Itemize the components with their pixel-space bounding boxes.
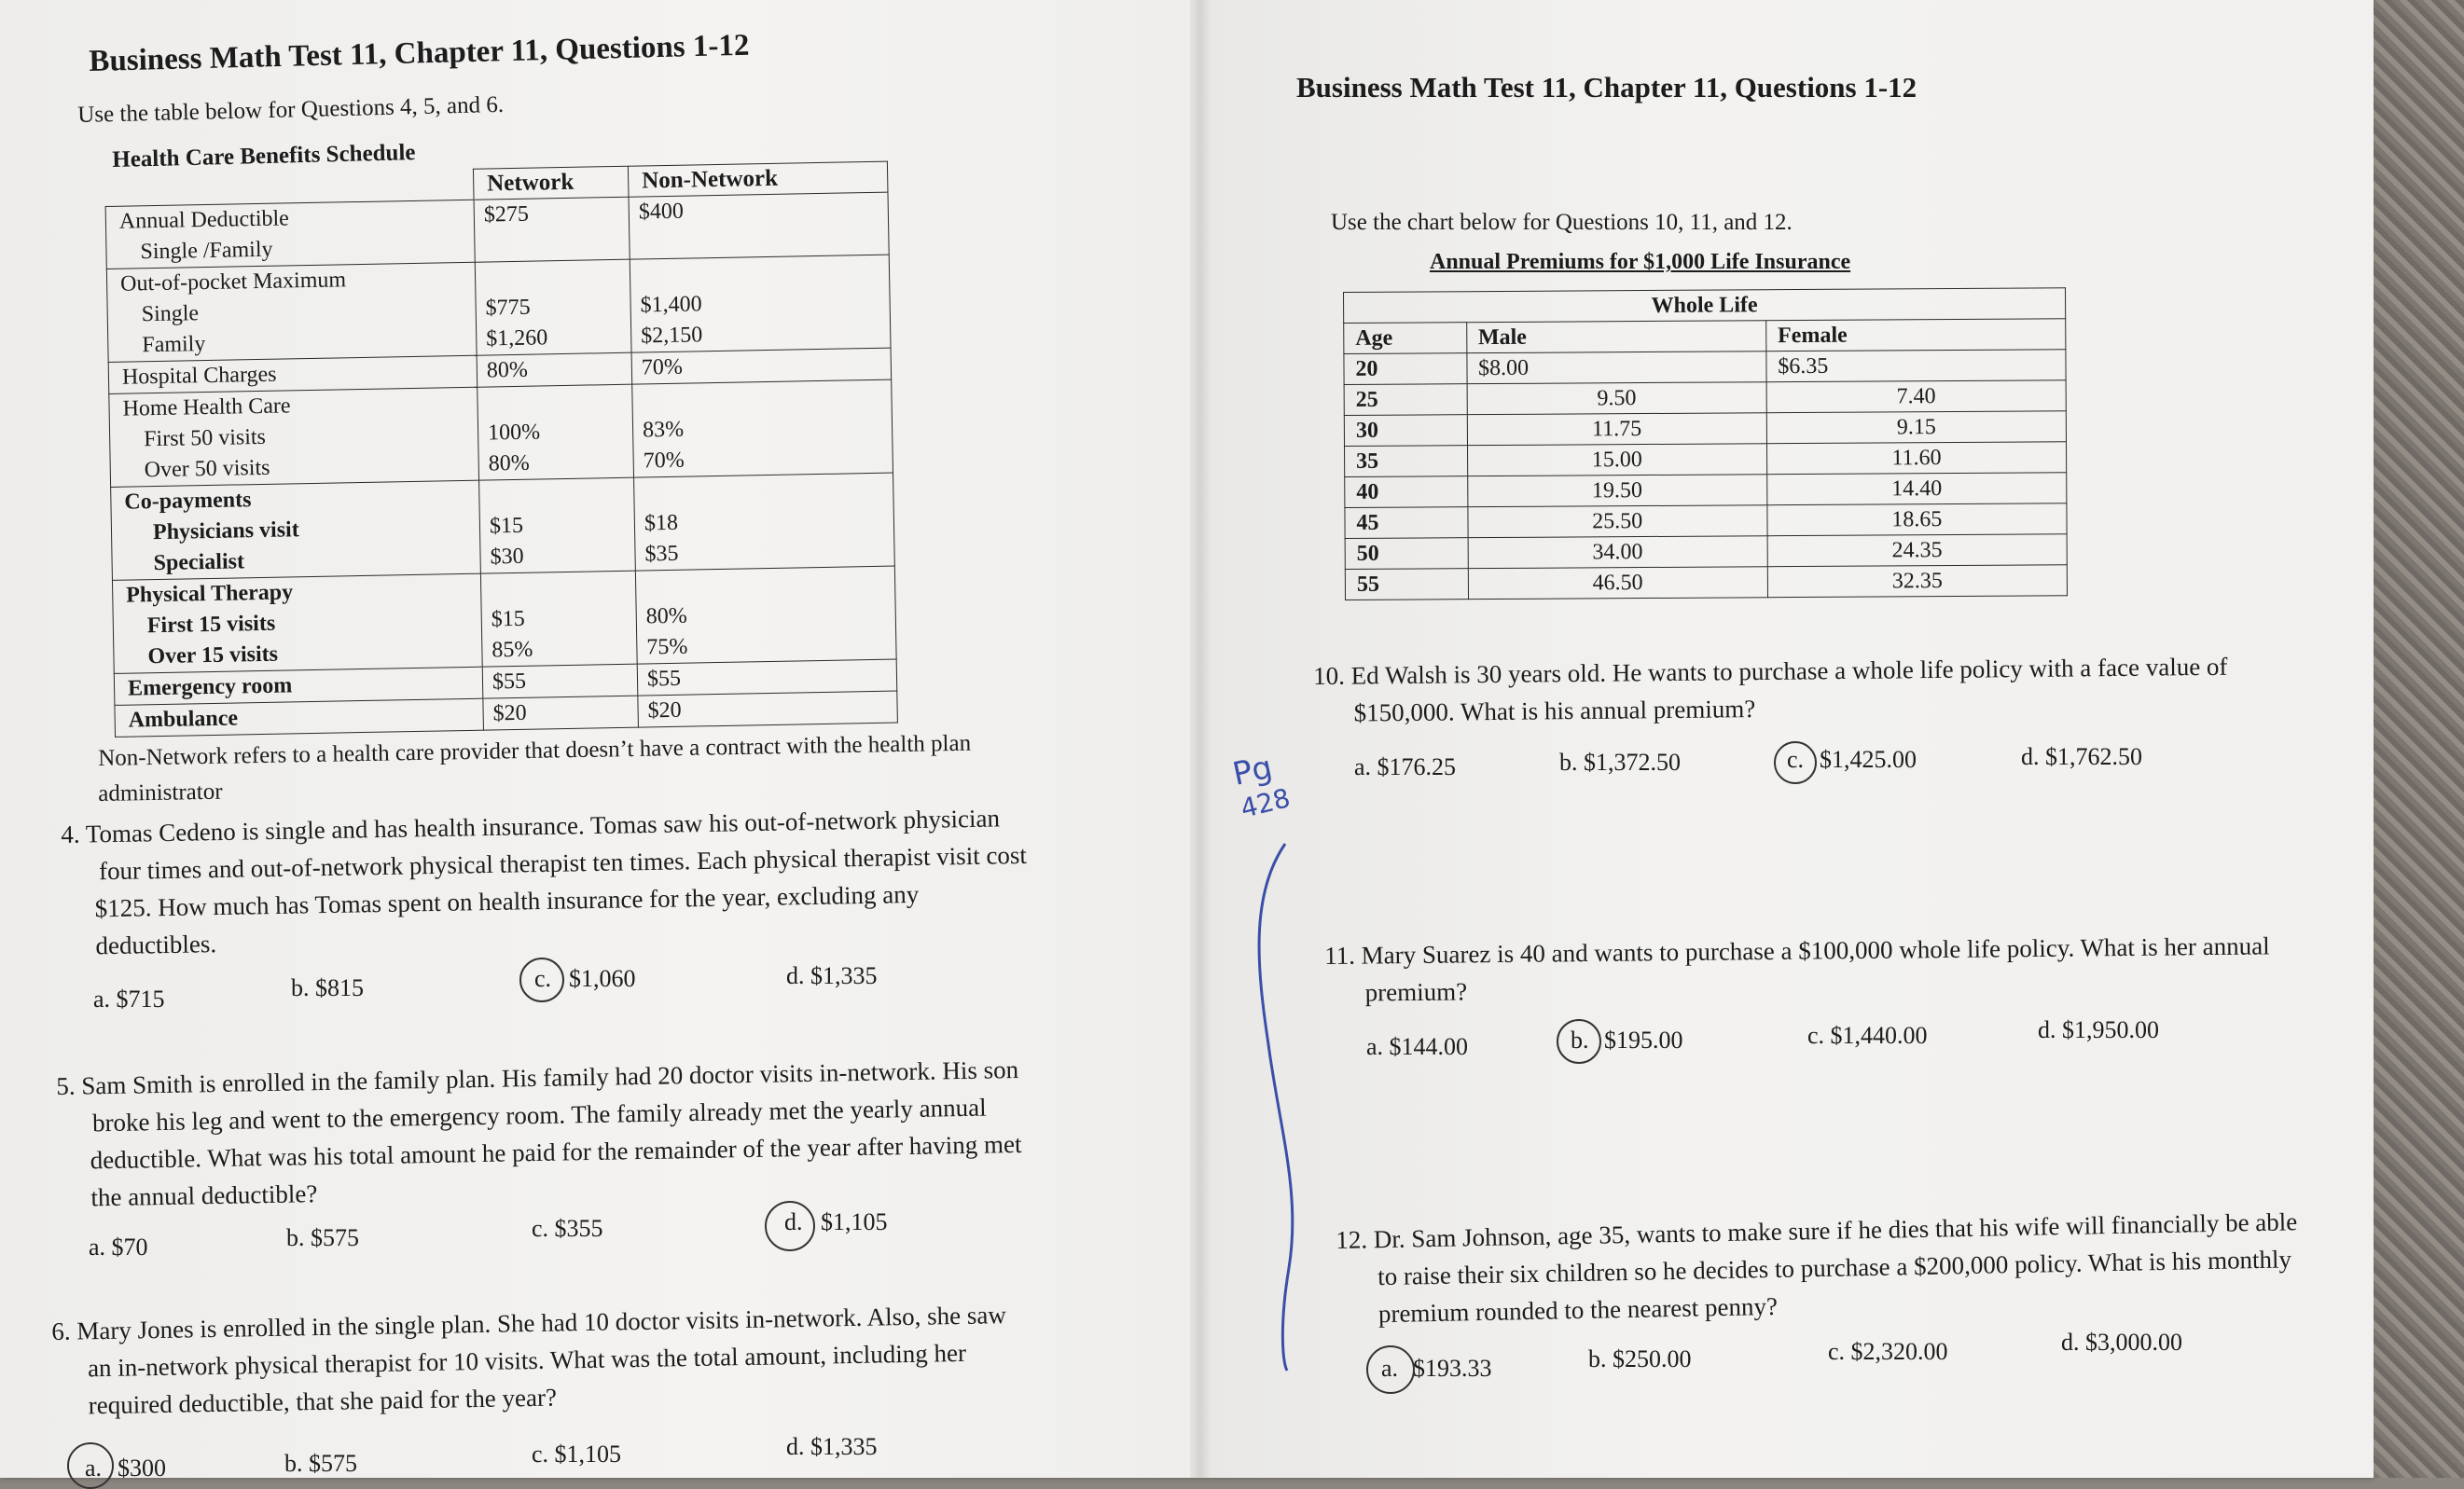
q12-option-a[interactable]: $193.33	[1413, 1355, 1492, 1382]
column-male: Male	[1466, 321, 1765, 353]
q11-option-b[interactable]: $195.00	[1604, 1027, 1683, 1054]
question-6	[51, 1296, 1008, 1425]
question-line: 11. Mary Suarez is 40 and wants to purchase a $100,000 whole life policy. What is her annual	[1324, 931, 2270, 970]
q12-option-c[interactable]: c. $2,320.00	[1828, 1338, 1948, 1365]
premium-cell-female: 32.35	[1767, 565, 2067, 598]
q12-option-b[interactable]: b. $250.00	[1588, 1345, 1692, 1372]
cell-value: 83%	[642, 417, 685, 443]
row-sublabel: First 15 visits	[146, 611, 276, 639]
background-surface	[2374, 0, 2464, 1478]
cell-value: $15	[491, 606, 526, 632]
q4-option-a[interactable]: a. $715	[93, 986, 165, 1013]
row-label: Co-payments	[124, 488, 252, 515]
premium-cell-age: 35	[1345, 446, 1468, 477]
table-row	[109, 379, 893, 487]
column-age: Age	[1344, 323, 1467, 354]
handwritten-page-ref: Pg	[1229, 749, 1276, 793]
premium-cell-age: 55	[1345, 569, 1468, 600]
premium-row	[1344, 380, 2066, 416]
question-line: four times and out-of-network physical therapist ten times. Each physical therapist visit cost	[98, 840, 1028, 886]
q5-option-b[interactable]: b. $575	[286, 1224, 359, 1251]
premium-cell-female: 14.40	[1767, 473, 2067, 505]
column-non-network: Non-Network	[628, 161, 888, 197]
premium-row	[1344, 411, 2066, 447]
premium-cell-male: 11.75	[1467, 413, 1766, 446]
column-group-whole-life: Whole Life	[1344, 288, 2066, 324]
question-line: deductibles.	[95, 930, 217, 960]
question-12	[1336, 1203, 2299, 1333]
q11-option-d[interactable]: d. $1,950.00	[2038, 1016, 2159, 1043]
premium-cell-female: $6.35	[1766, 350, 2066, 382]
question-line: $150,000. What is his annual premium?	[1353, 695, 1756, 727]
row-sublabel: Physicians visit	[152, 517, 299, 545]
cell-value: 70%	[631, 348, 892, 384]
row-sublabel: Over 15 visits	[147, 641, 279, 669]
row-sublabel: Single	[141, 301, 200, 327]
life-insurance-premiums-table	[1343, 287, 2068, 600]
left-page-title: Business Math Test 11, Chapter 11, Questions 1-12	[89, 28, 750, 78]
premium-cell-male: 15.00	[1467, 444, 1766, 476]
q5-option-a[interactable]: a. $70	[89, 1234, 148, 1261]
row-label: Home Health Care	[122, 393, 291, 421]
cell-value: $400	[629, 192, 889, 259]
q12-option-a-letter[interactable]: a.	[1381, 1355, 1399, 1382]
q10-option-c[interactable]: $1,425.00	[1820, 746, 1917, 773]
table-row	[106, 255, 891, 362]
q6-option-c[interactable]: c. $1,105	[532, 1441, 622, 1468]
table-row	[112, 566, 896, 673]
premium-cell-age: 30	[1344, 415, 1467, 447]
row-label: Annual Deductible	[118, 206, 290, 234]
premium-row	[1345, 473, 2067, 508]
table-group-row	[1344, 288, 2066, 324]
premium-cell-female: 7.40	[1766, 380, 2066, 413]
row-sublabel: First 50 visits	[143, 424, 267, 452]
q6-option-d[interactable]: d. $1,335	[786, 1433, 878, 1460]
premium-cell-male: $8.00	[1467, 352, 1766, 384]
question-5	[56, 1051, 1023, 1217]
premium-cell-female: 18.65	[1767, 503, 2067, 536]
q12-option-d[interactable]: d. $3,000.00	[2061, 1329, 2182, 1356]
question-line: 6. Mary Jones is enrolled in the single plan. She had 10 doctor visits in-network. Also, she saw	[51, 1301, 1007, 1345]
column-female: Female	[1765, 319, 2065, 352]
question-line: the annual deductible?	[90, 1179, 318, 1212]
premium-cell-age: 20	[1344, 353, 1467, 385]
row-label: Physical Therapy	[126, 580, 294, 608]
cell-value: $2,150	[641, 323, 703, 349]
question-4	[61, 799, 1029, 965]
question-line: broke his leg and went to the emergency room. The family already met the yearly annual	[91, 1093, 987, 1137]
premium-cell-age: 50	[1345, 538, 1468, 570]
question-line: deductible. What was his total amount he paid for the remainder of the year after having met	[90, 1129, 1022, 1175]
premium-cell-male: 19.50	[1467, 475, 1766, 507]
row-label: Ambulance	[115, 698, 484, 737]
premium-row	[1345, 442, 2067, 477]
q6-option-a-letter[interactable]: a.	[85, 1455, 103, 1482]
question-11	[1324, 927, 2270, 1012]
q4-option-d[interactable]: d. $1,335	[786, 962, 878, 989]
handwritten-page-number: 428	[1237, 782, 1294, 824]
cell-value: $30	[490, 544, 524, 570]
q10-option-c-letter[interactable]: c.	[1787, 746, 1805, 773]
q5-option-c[interactable]: c. $355	[532, 1215, 603, 1242]
premium-row	[1344, 350, 2066, 385]
premium-row	[1345, 534, 2067, 570]
question-line: 12. Dr. Sam Johnson, age 35, wants to make sure if he dies that his wife will financially be able	[1336, 1207, 2298, 1254]
table-header-row	[1344, 319, 2066, 354]
row-label: Out-of-pocket Maximum	[119, 268, 347, 296]
premium-cell-age: 40	[1345, 476, 1468, 508]
question-line: 4. Tomas Cedeno is single and has health insurance. Tomas saw his out-of-network physician	[61, 804, 1001, 848]
column-network: Network	[473, 166, 629, 200]
premium-cell-age: 25	[1344, 384, 1467, 416]
premium-cell-male: 46.50	[1468, 567, 1767, 600]
cell-value: $1,260	[486, 325, 548, 352]
q5-option-d-letter[interactable]: d.	[784, 1208, 803, 1235]
q10-option-d[interactable]: d. $1,762.50	[2021, 743, 2142, 770]
cell-value: 75%	[646, 634, 688, 660]
benefits-table-title: Health Care Benefits Schedule	[112, 140, 416, 172]
premium-row	[1345, 565, 2067, 600]
cell-value: $775	[485, 295, 531, 321]
left-instruction: Use the table below for Questions 4, 5, and 6.	[77, 91, 505, 128]
cell-value: $20	[483, 696, 639, 730]
cell-value: 80%	[477, 352, 632, 387]
non-network-note-cont: administrator	[98, 779, 223, 807]
premium-cell-male: 34.00	[1468, 536, 1767, 569]
health-care-benefits-table	[104, 161, 898, 738]
q11-option-b-letter[interactable]: b.	[1571, 1027, 1589, 1054]
row-sublabel: Over 50 visits	[144, 455, 270, 483]
premium-cell-male: 9.50	[1467, 382, 1766, 415]
question-line: 5. Sam Smith is enrolled in the family plan. His family had 20 doctor visits in-network. His son	[56, 1055, 1019, 1100]
cell-value: 70%	[643, 448, 685, 474]
right-page-title: Business Math Test 11, Chapter 11, Questions 1-12	[1296, 71, 1917, 103]
row-label: Emergency room	[114, 667, 483, 705]
cell-value: $35	[644, 541, 679, 567]
q11-option-c[interactable]: c. $1,440.00	[1807, 1022, 1928, 1049]
cell-value: 80%	[645, 603, 688, 629]
premium-cell-female: 11.60	[1766, 442, 2066, 475]
q11-option-a[interactable]: a. $144.00	[1366, 1033, 1469, 1060]
right-instruction: Use the chart below for Questions 10, 11, and 12.	[1331, 210, 1793, 235]
premium-cell-male: 25.50	[1468, 505, 1767, 538]
question-line: premium?	[1364, 977, 1468, 1007]
cell-value: $55	[482, 664, 638, 698]
row-label: Hospital Charges	[108, 355, 478, 393]
cell-value: $1,400	[640, 292, 702, 318]
question-line: required deductible, that she paid for the year?	[88, 1383, 558, 1420]
question-10	[1313, 648, 2228, 732]
page-fold	[1190, 0, 1211, 1478]
q6-option-a[interactable]: $300	[118, 1455, 166, 1482]
question-line: 10. Ed Walsh is 30 years old. He wants to purchase a whole life policy with a face value of	[1313, 652, 2228, 690]
premiums-table-title: Annual Premiums for $1,000 Life Insurance	[1430, 250, 1851, 274]
cell-value: 85%	[491, 637, 533, 663]
table-row	[111, 473, 895, 580]
q4-option-c-letter[interactable]: c.	[534, 965, 552, 992]
premiums-body	[1344, 350, 2068, 600]
cell-value: $275	[474, 197, 630, 262]
premium-row	[1345, 503, 2067, 539]
q4-option-c[interactable]: $1,060	[569, 965, 636, 992]
premium-cell-age: 45	[1345, 507, 1468, 539]
q6-option-b[interactable]: b. $575	[284, 1450, 357, 1477]
cell-value: $20	[638, 691, 898, 727]
cell-value: $15	[489, 513, 524, 539]
row-sublabel: Specialist	[153, 549, 245, 576]
question-line: an in-network physical therapist for 10 visits. What was the total amount, including her	[87, 1338, 967, 1383]
q10-option-a[interactable]: a. $176.25	[1354, 753, 1457, 780]
row-sublabel: Single /Family	[140, 237, 273, 265]
cell-value: $55	[637, 659, 897, 696]
q10-option-b[interactable]: b. $1,372.50	[1559, 749, 1681, 776]
q5-option-d[interactable]: $1,105	[821, 1208, 888, 1235]
q4-option-b[interactable]: b. $815	[291, 974, 364, 1001]
premium-cell-female: 9.15	[1766, 411, 2066, 444]
row-sublabel: Family	[142, 332, 206, 358]
cell-value: $18	[644, 510, 679, 536]
question-line: $125. How much has Tomas spent on health insurance for the year, excluding any	[94, 879, 920, 923]
premium-cell-female: 24.35	[1767, 534, 2067, 567]
question-line: to raise their six children so he decides to purchase a $200,000 policy. What is his monthly	[1377, 1245, 2292, 1291]
non-network-note: Non-Network refers to a health care provider that doesn’t have a contract with the health plan	[98, 730, 972, 771]
cell-value: 80%	[488, 450, 530, 476]
question-line: premium rounded to the nearest penny?	[1377, 1291, 1779, 1329]
cell-value: 100%	[487, 420, 541, 446]
